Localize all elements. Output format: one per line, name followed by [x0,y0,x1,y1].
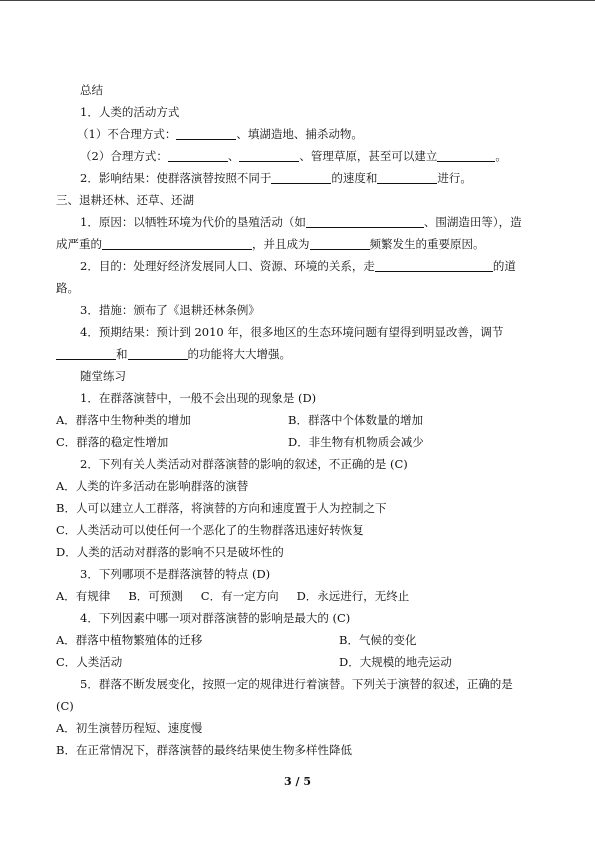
section-3-para-1-cont: 成严重的 ，并且成为 频繁发生的重要原因。 [56,237,485,251]
section-3-para-3: 3．措施：颁布了《退耕还林条例》 [80,303,260,317]
option: A．初生演替历程短、速度慢 [56,721,203,735]
summary-heading: 总结 [80,83,103,97]
section-3-title: 三、退耕还林、还草、还湖 [56,193,194,207]
question-1-options-row-1 [56,409,540,431]
question-4: 4．下列因素中哪一项对群落演替的影响是最大的 (C) [80,611,351,625]
question-1: 1．在群落演替中，一般不会出现的现象是 (D) [80,391,317,405]
header-rule [0,0,595,1]
question-3-options [56,585,540,607]
option: B．气候的变化 [339,633,417,647]
option: B．人可以建立人工群落，将演替的方向和速度置于人为控制之下 [56,501,387,515]
question-2: 2．下列有关人类活动对群落演替的影响的叙述，不正确的是 (C) [80,457,408,471]
question-5: 5．群落不断发展变化，按照一定的规律进行着演替。下列关于演替的叙述，正确的是 [80,677,513,691]
document-body [56,79,540,761]
fill-blank [128,345,188,360]
option: A．群落中植物繁殖体的迁移 [56,633,203,647]
summary-item-1b: （2）合理方式： 、 、管理草原，甚至可以建立 。 [80,149,507,163]
page-number: 3 / 5 [284,775,311,788]
option: A．群落中生物种类的增加 [56,413,191,427]
option: C．有一定方向 [200,589,279,603]
option: A．人类的许多活动在影响群落的演替 [56,479,249,493]
fill-blank [377,169,437,184]
option: A．有规律 [56,589,111,603]
section-3-para-4: 4．预期结果：预计到 2010 年，很多地区的生态环境问题有望得到明显改善，调节 [80,325,504,339]
option: D．人类的活动对群落的影响不只是破坏性的 [56,545,284,559]
fill-blank [239,147,299,162]
section-3-para-4-cont: 和 的功能将大大增强。 [56,343,540,365]
option: B．可预测 [128,589,183,603]
fill-blank [56,345,116,360]
option: C．人类活动可以使任何一个恶化了的生物群落迅速好转恢复 [56,523,364,537]
section-3-para-2: 2．目的：处理好经济发展同人口、资源、环境的关系，走 的道 [80,259,516,273]
summary-item-2: 2．影响结果：使群落演替按照不同于 的速度和 进行。 [80,171,472,185]
fill-blank [168,147,228,162]
question-4-options-row-1 [56,629,540,651]
fill-blank [306,213,424,228]
summary-item-1a: （1）不合理方式： 、填湖造地、捕杀动物。 [77,127,363,141]
fill-blank [271,169,331,184]
fill-blank [375,257,493,272]
question-1-options-row-2 [56,431,540,453]
question-3: 3．下列哪项不是群落演替的特点 (D) [80,567,271,581]
option: C．群落的稳定性增加 [56,435,169,449]
option: D．非生物有机物质会减少 [288,435,424,449]
option: B．群落中个体数量的增加 [288,413,423,427]
option: D．大规模的地壳运动 [339,655,452,669]
option: B．在正常情况下，群落演替的最终结果使生物多样性降低 [56,743,352,757]
practice-heading: 随堂练习 [80,369,126,383]
fill-blank [437,147,495,162]
option: C．人类活动 [56,655,123,669]
section-3-para-2-cont: 路。 [56,281,79,295]
fill-blank [176,125,236,140]
option: D．永远进行，无终止 [296,589,410,603]
summary-item-1: 1．人类的活动方式 [80,105,180,119]
section-3-para-1: 1．原因：以牺牲环境为代价的垦殖活动（如 、围湖造田等），造 [80,215,522,229]
question-5-cont: (C) [56,699,74,713]
question-4-options-row-2 [56,651,540,673]
fill-blank [102,235,252,250]
fill-blank [310,235,370,250]
